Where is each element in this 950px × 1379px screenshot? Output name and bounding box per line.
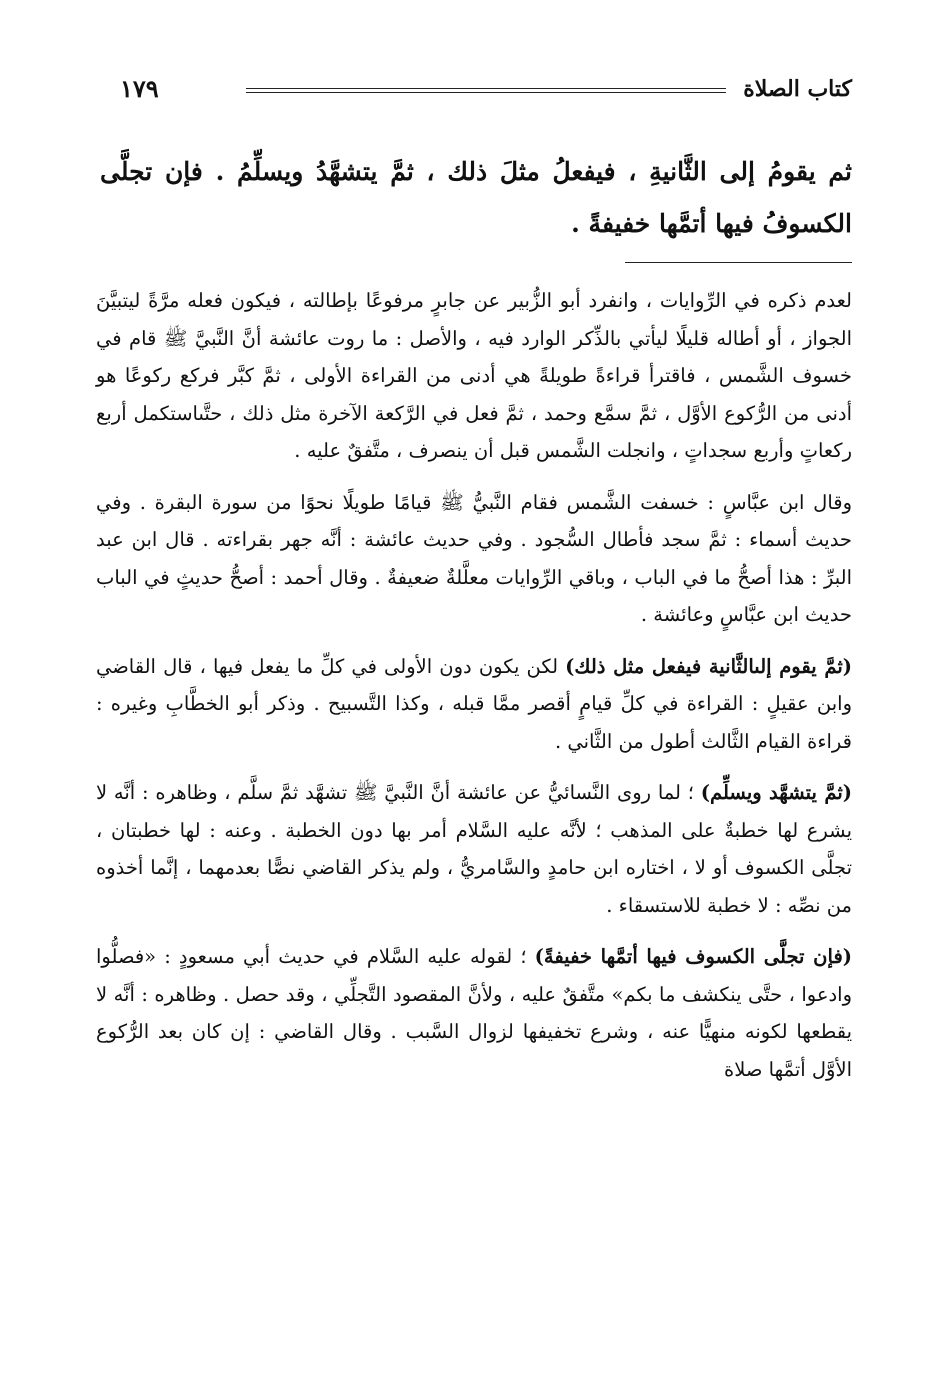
paragraph: (ثمَّ يقوم إلىالثَّانية فيفعل مثل ذلك) لكن يكون دون الأولى في كلِّ ما يفعل فيها ، قال القاضي وابن عقيلٍ : القراءة في كلِّ قيامٍ أقصر ممَّا قبله ، وكذا التَّسبيح . وذكر أبو الخطَّابِ وغيره : قراءة القيام الثَّالث أطول من الثَّاني .: [96, 654, 852, 753]
paragraph: لعدم ذكره في الرِّوايات ، وانفرد أبو الزُّبير عن جابرٍ مرفوعًا بإطالته ، فيكون فعله مرَّةً ليتبيَّنَ الجواز ، أو أطاله قليلًا ليأتي بالذِّكر الوارد فيه ، والأصل : ما روت عائشة أنَّ النَّبيَّ ﷺ قام في خسوف الشَّمس ، فاقترأ قراءةً طويلةً هي أدنى من القراءة الأولى ، ثمَّ كبَّر فركع ركوعًا هو أدنى من الرُّكوع الأوَّل ، ثمَّ سمَّع وحمد ، ثمَّ فعل في الرَّكعة الآخرة مثل ذلك ، حتَّىاستكمل أربع ركعاتٍ وأربع سجداتٍ ، وانجلت الشَّمس قبل أن ينصرف ، متَّفقٌ عليه .: [96, 289, 852, 462]
section-separator: [625, 262, 852, 263]
page-number: ١٧٩: [120, 74, 159, 103]
paragraph-lead: (ثمَّ يتشهَّد ويسلِّم): [700, 781, 852, 804]
page-header: [120, 70, 852, 114]
header-rule: [246, 88, 726, 93]
matn-text: ثم يقومُ إلى الثَّانيةِ ، فيفعلُ مثلَ ذلك ، ثمَّ يتشهَّدُ ويسلِّمُ . فإن تجلَّى الكسوفُ فيها أتمَّها خفيفةً .: [100, 157, 852, 238]
paragraph: (ثمَّ يتشهَّد ويسلِّم) ؛ لما روى النَّسائيُّ عن عائشة أنَّ النَّبيَّ ﷺ تشهَّد ثمَّ سلَّم ، وظاهره : أنَّه لا يشرع لها خطبةٌ على المذهب ؛ لأنَّه عليه السَّلام أمر بها دون الخطبة . وعنه : لها خطبتان ، تجلَّى الكسوف أو لا ، اختاره ابن حامدٍ والسَّامريُّ ، ولم يذكر القاضي نصًّا بعدمهما ، إنَّما أخذوه من نصِّه : لا خطبة للاستسقاء .: [96, 781, 852, 917]
commentary-body: [96, 282, 852, 1102]
paragraph-lead: (ثمَّ يقوم إلىالثَّانية فيفعل مثل ذلك): [565, 654, 852, 678]
paragraph: وقال ابن عبَّاسٍ : خسفت الشَّمس فقام النَّبيُّ ﷺ قيامًا طويلًا نحوًا من سورة البقرة . وفي حديث أسماء : ثمَّ سجد فأطال السُّجود . وفي حديث عائشة : أنَّه جهر بقراءته . قال ابن عبد البرِّ : هذا أصحُّ ما في الباب ، وباقي الرِّوايات معلَّلةٌ ضعيفةٌ . وقال أحمد : أصحُّ حديثٍ في الباب حديث ابن عبَّاسٍ وعائشة .: [96, 490, 852, 626]
chapter-title: كتاب الصلاة: [743, 76, 852, 102]
paragraph: (فإن تجلَّى الكسوف فيها أتمَّها خفيفةً) ؛ لقوله عليه السَّلام في حديث أبي مسعودٍ : «فصلُّوا وادعوا ، حتَّى ينكشف ما بكم» متَّفقٌ عليه ، ولأنَّ المقصود التَّجلِّي ، وقد حصل . وظاهره : أنَّه لا يقطعها لكونه منهيًّا عنه ، وشرع تخفيفها لزوال السَّبب . وقال القاضي : إن كان بعد الرُّكوع الأوَّل أتمَّها صلاة: [96, 945, 852, 1081]
paragraph-lead: (فإن تجلَّى الكسوف فيها أتمَّها خفيفةً): [534, 945, 852, 968]
